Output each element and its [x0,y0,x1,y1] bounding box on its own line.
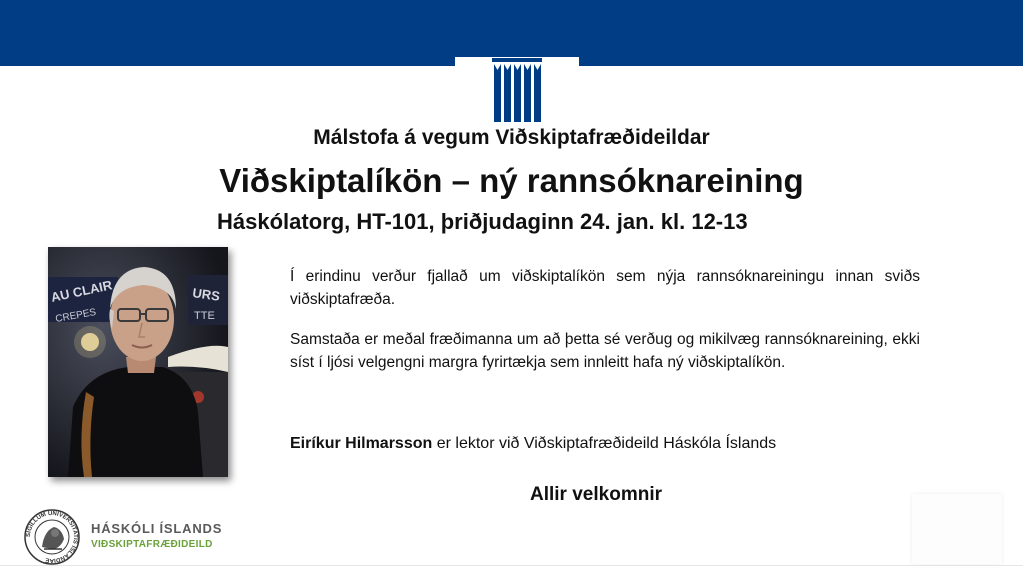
speaker-portrait-image [48,247,228,477]
photo-sign-text-4: TTE [194,310,215,322]
intro-paragraph: Í erindinu verður fjallað um viðskiptalíkön sem nýja rannsóknareiningu innan sviðs viðskiptafræða. [290,268,920,308]
university-seal-icon [24,509,80,565]
event-title: Viðskiptalíkön – ný rannsóknareining [219,162,804,199]
event-venue-time: Háskólatorg, HT-101, þriðjudaginn 24. jan. kl. 12-13 [217,209,748,234]
seal-text: SIGILLUM UNIVERSITATIS ISLANDIAE [25,510,79,564]
speaker-description: er lektor við Viðskiptafræðideild Háskóla Íslands [432,435,777,452]
event-subtitle: Málstofa á vegum Viðskiptafræðideildar [313,126,710,149]
department-name: VIÐSKIPTAFRÆÐIDEILD [91,539,213,550]
speaker-line [290,435,776,453]
university-pillar-logo-icon [489,50,545,122]
photo-sign-text-2: CREPES [54,306,98,325]
speaker-photo [48,247,228,477]
photo-sign-text-3: URS [191,285,221,304]
welcome-text: Allir velkomnir [530,484,662,505]
university-name: HÁSKÓLI ÍSLANDS [91,521,223,536]
bottom-divider [0,565,1023,566]
speaker-name: Eiríkur Hilmarsson [290,435,433,452]
corner-panel [912,494,1002,564]
photo-sign-text: AU CLAIR [49,277,114,305]
consensus-paragraph: Samstaða er meðal fræðimanna um að þetta sé verðug og mikilvæg rannsóknareining, ekki síst í ljósi velgengni margra fyrirtækja sem innleitt hafa ný viðskiptalíkön. [290,331,920,371]
